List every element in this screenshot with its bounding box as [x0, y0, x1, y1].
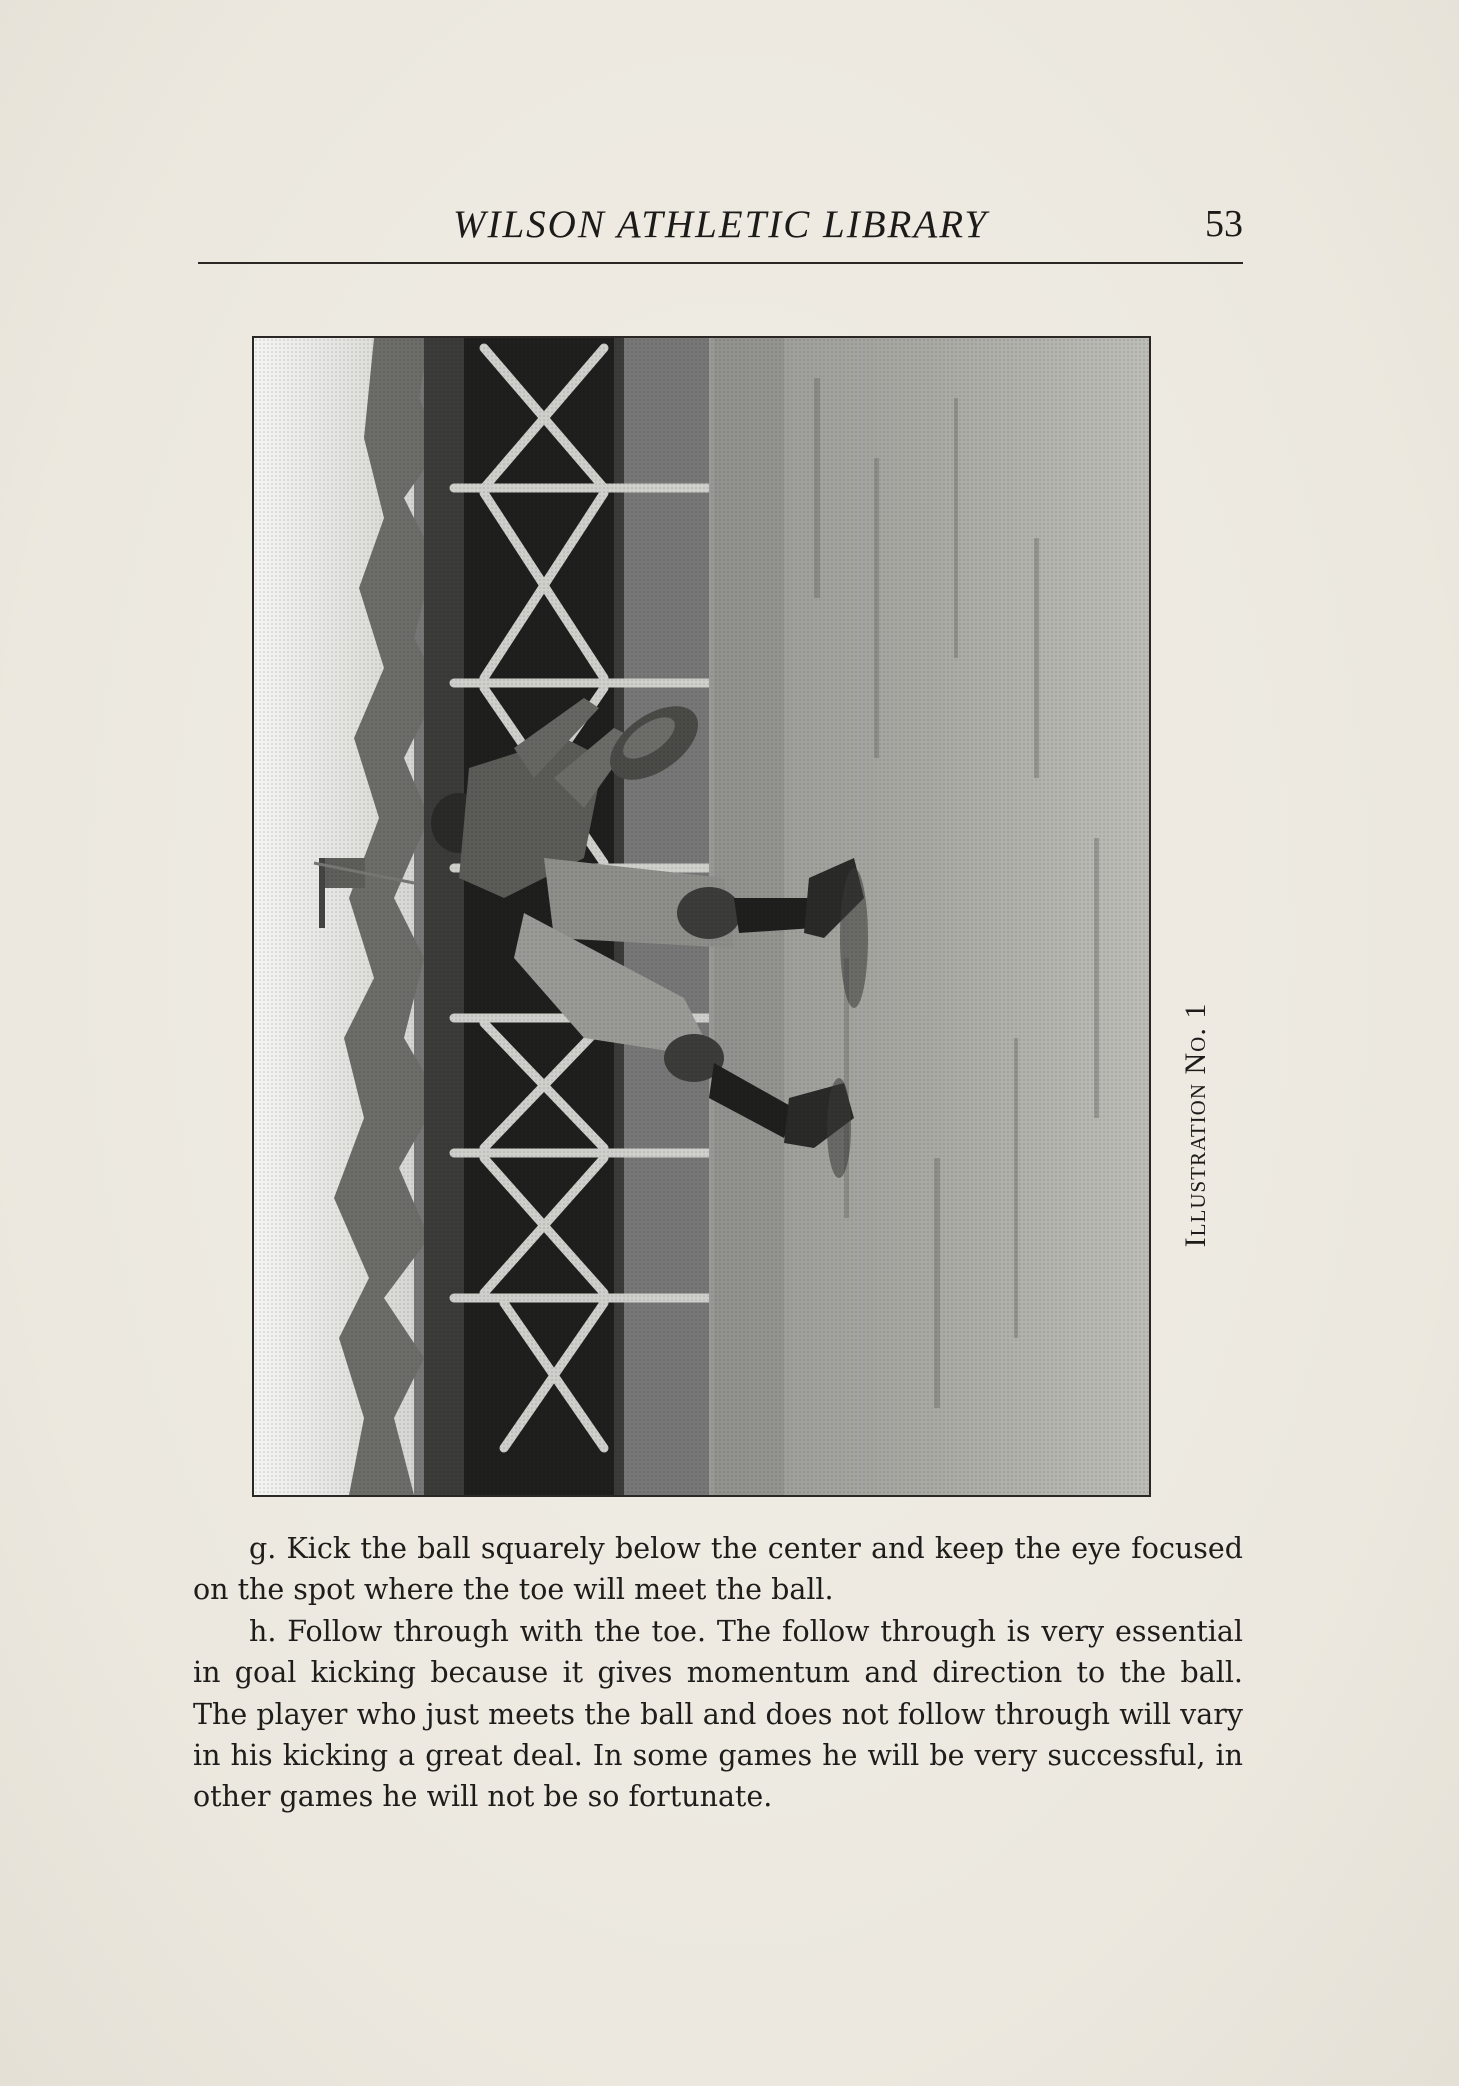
figure-caption: Illustration No. 1: [1179, 1002, 1212, 1248]
body-text: [193, 1528, 1243, 1818]
paragraph-h: h. Follow through with the toe. The follow through is very essential in goal kicking because it gives momentum and direction to the ball. The player who just meets the ball and does not follow through will vary in his kicking a great deal. In some games he will be very successful, in other games he will not be so fortunate.: [193, 1614, 1243, 1814]
photograph: [252, 336, 1151, 1497]
header-rule: [198, 262, 1243, 264]
paragraph-g: g. Kick the ball squarely below the center and keep the eye focused on the spot where the toe will meet the ball.: [193, 1532, 1243, 1607]
running-head: [198, 196, 1243, 266]
running-title: WILSON ATHLETIC LIBRARY: [452, 203, 989, 246]
photograph-illustration: [254, 338, 1149, 1495]
page-number: 53: [1205, 203, 1243, 245]
